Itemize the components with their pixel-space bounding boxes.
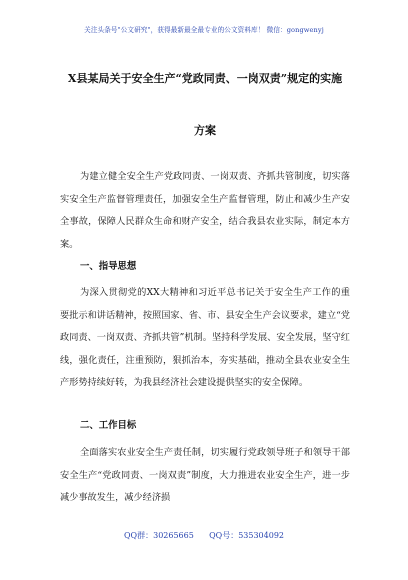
footer-contact-note: QQ群：30265665 QQ号：535304092: [123, 531, 285, 540]
section-heading-guiding-ideology: 一、指导思想: [80, 261, 137, 272]
document-title-line-2: 方案: [194, 124, 216, 137]
intro-paragraph: 为建立健全安全生产党政同责、一岗双责、齐抓共管制度，切实落实安全生产监督管理责任，加强安全生产监督管理，防止和减少生产安全事故，保障人民群众生命和财产安全，结合我县农业实际，制定本方案。: [60, 171, 350, 250]
section-heading-work-goals: 二、工作目标: [80, 420, 137, 431]
section-paragraph-guiding-ideology: 为深入贯彻党的XX大精神和习近平总书记关于安全生产工作的重要批示和讲话精神，按照国家、省、市、县安全生产会议要求，建立“党政同责、一岗双责、齐抓共管”机制。坚持科学发展、安全发展，坚守红线，强化责任，注重预防，狠抓治本，夯实基础，推动全县农业安全生产形势持续好转，为我县经济社会建设提供坚实的安全保障。: [60, 287, 350, 389]
header-promo-note: 关注头条号"公文研究"，获得最新最全最专业的公文资料库！ 微信：gongwenyj: [84, 26, 324, 34]
document-title-line-1: X县某局关于安全生产“党政同责、一岗双责”规定的实施: [67, 72, 343, 85]
section-paragraph-work-goals: 全面落实农业安全生产责任制，切实履行党政领导班子和领导干部安全生产“党政同责、一岗双责”制度，大力推进农业安全生产，进一步减少事故发生，减少经济损: [60, 447, 350, 504]
